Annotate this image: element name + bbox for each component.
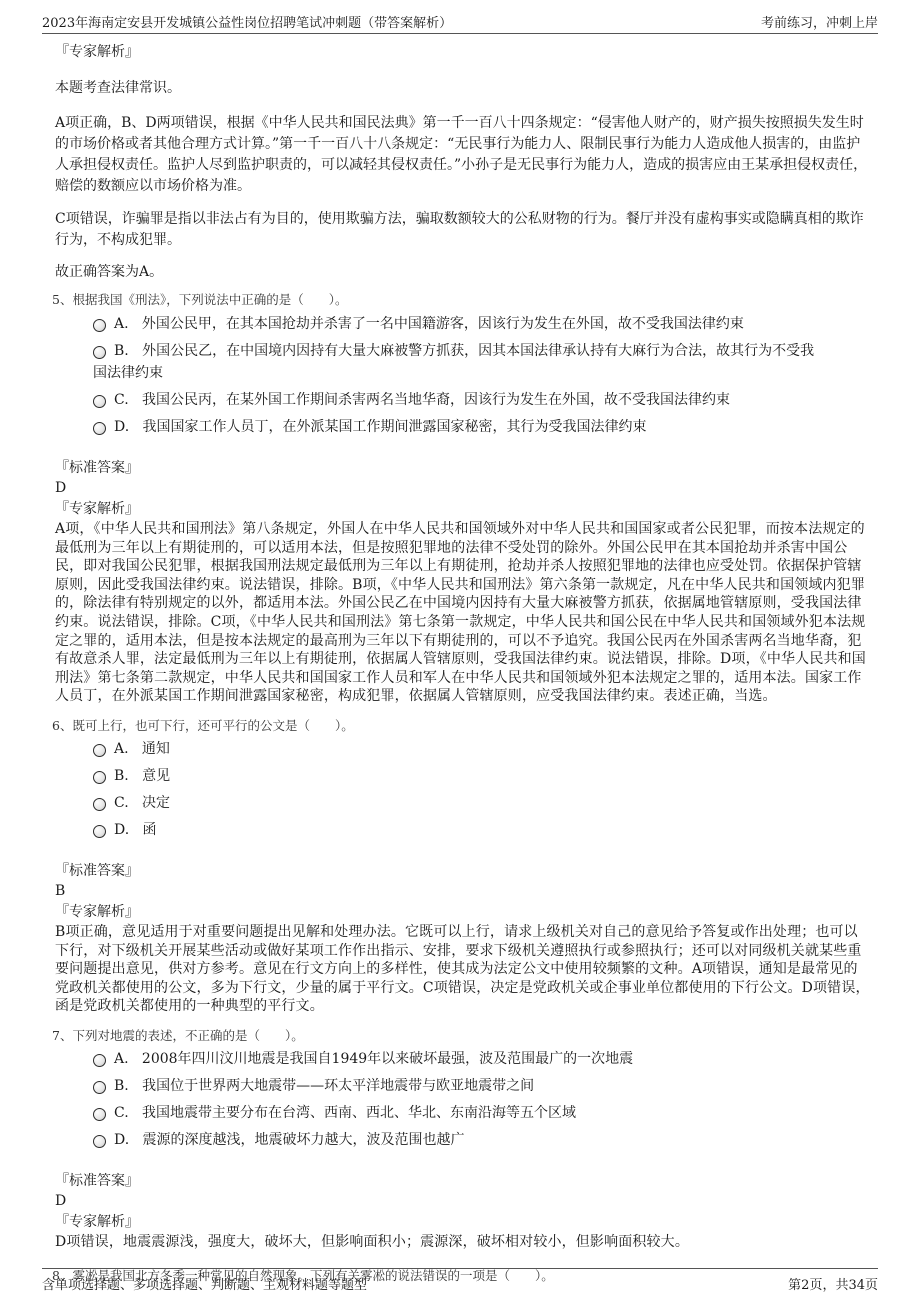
radio-icon[interactable] (93, 422, 106, 435)
q5-option-b[interactable] (55, 340, 870, 384)
q6-option-a[interactable] (55, 738, 870, 760)
question-6 (52, 716, 870, 1016)
option-key: A. (114, 316, 129, 332)
footer-question-types: 含单项选择题、多项选择题、判断题、主观材料题等题型 (42, 1278, 368, 1293)
question-6-stem: 6、既可上行，也可下行，还可平行的公文是（ ）。 (52, 717, 354, 733)
option-text: 意见 (142, 767, 171, 784)
option-key: C. (114, 392, 129, 408)
question-7-stem: 7、下列对地震的表述，不正确的是（ ）。 (52, 1027, 304, 1043)
option-text: 我国位于世界两大地震带——环太平洋地震带与欧亚地震带之间 (142, 1077, 535, 1094)
q4-analysis-p3: C项错误，诈骗罪是指以非法占有为目的，使用欺骗方法，骗取数额较大的公私财物的行为。餐厅并没有虚构事实或隐瞒真相的欺诈行为，不构成犯罪。 (55, 211, 864, 248)
q6-analysis: B项正确，意见适用于对重要问题提出见解和处理办法。它既可以上行，请求上级机关对自己的意见给予答复或作出处理；也可以下行，对下级机关开展某些活动或做好某项工作作出指示、安排，要求下级机关遵照执行或参照执行；还可以对同级机关就某些重要问题提出意见，供对方参考。意见在行文方向上的多样性，使其成为法定公文中使用较频繁的文种。A项错误，通知是最常见的党政机关都使用的公文，多为下行文，少量的属于平行文。C项错误，决定是党政机关或企事业单位都使用的下行公文。D项错误，函是党政机关都使用的一种典型的平行文。 (55, 923, 870, 1015)
radio-icon[interactable] (93, 825, 106, 838)
q7-answer: D (55, 1192, 67, 1209)
radio-icon[interactable] (93, 771, 106, 784)
q6-analysis-label: 『专家解析』 (55, 903, 139, 920)
option-key: A. (114, 1050, 129, 1067)
q7-option-b[interactable] (55, 1075, 870, 1097)
option-text: 函 (142, 821, 157, 838)
radio-icon[interactable] (93, 1108, 106, 1121)
footer-page-number: 第2页，共34页 (788, 1278, 878, 1293)
q6-answer-label: 『标准答案』 (55, 862, 139, 879)
q7-option-d[interactable] (55, 1129, 870, 1151)
header-doc-title: 2023年海南定安县开发城镇公益性岗位招聘笔试冲刺题（带答案解析） (42, 16, 453, 31)
page-content (52, 40, 870, 1286)
radio-icon[interactable] (93, 346, 106, 359)
q5-answer: D (55, 480, 67, 496)
q6-option-d[interactable] (55, 819, 870, 841)
radio-icon[interactable] (93, 798, 106, 811)
q7-analysis: D项错误，地震震源浅，强度大，破坏大，但影响面积小；震源深，破坏相对较小，但影响面积较大。 (55, 1233, 689, 1250)
q4-analysis-label: 『专家解析』 (55, 44, 139, 60)
option-text: 我国国家工作人员丁，在外派某国工作期间泄露国家秘密，其行为受我国法律约束 (142, 419, 647, 435)
option-key: C. (114, 794, 129, 811)
q4-analysis (55, 42, 870, 283)
radio-icon[interactable] (93, 1054, 106, 1067)
header-slogan: 考前练习，冲刺上岸 (760, 16, 878, 31)
radio-icon[interactable] (93, 1135, 106, 1148)
q4-analysis-p1: 本题考查法律常识。 (55, 80, 181, 96)
q6-answer: B (55, 882, 66, 899)
option-key: B. (114, 1077, 129, 1094)
q6-option-b[interactable] (55, 765, 870, 787)
option-key: D. (114, 1131, 130, 1148)
option-key: D. (114, 821, 130, 838)
radio-icon[interactable] (93, 395, 106, 408)
question-5 (52, 290, 870, 706)
q7-answer-label: 『标准答案』 (55, 1172, 139, 1189)
radio-icon[interactable] (93, 319, 106, 332)
option-key: C. (114, 1104, 129, 1121)
q5-answer-label: 『标准答案』 (55, 460, 139, 476)
option-key: A. (114, 740, 129, 757)
question-8-stem: 8、雾凇是我国北方冬季一种常见的自然现象。下列有关雾凇的说法错误的一项是（ ）。 (52, 1267, 554, 1283)
option-text: 外国公民乙，在中国境内因持有大量大麻被警方抓获，因其本国法律承认持有大麻行为合法，故其行为不受我 (142, 343, 815, 359)
option-key: B. (114, 343, 129, 359)
option-text-continued: 国法律约束 (93, 365, 163, 381)
question-7 (52, 1026, 870, 1252)
option-key: B. (114, 767, 129, 784)
page-header (42, 8, 878, 34)
q5-analysis: A项，《中华人民共和国刑法》第八条规定，外国人在中华人民共和国领域外对中华人民共和国国家或者公民犯罪，而按本法规定的最低刑为三年以上有期徒刑的，可以适用本法，但是按照犯罪地的法律不受处罚的除外。外国公民甲在其本国抢劫并杀害中国公民，即对我国公民犯罪，根据我国刑法规定最低刑为三年以上有期徒刑，抢劫并杀人按照犯罪地的法律也应受处罚。依据保护管辖原则，因此受我国法律约束。说法错误，排除。B项，《中华人民共和国刑法》第六条第一款规定，凡在中华人民共和国领域内犯罪的，除法律有特别规定的以外，都适用本法。外国公民乙在中国境内因持有大量大麻被警方抓获，依据属地管辖原则，受我国法律约束。说法错误，排除。C项，《中华人民共和国刑法》第七条第一款规定，中华人民共和国公民在中华人民共和国领域外犯本法规定之罪的，适用本法，但是按本法规定的最高刑为三年以下有期徒刑的，可以不予追究。我国公民丙在外国杀害两名当地华裔，犯有故意杀人罪，法定最低刑为三年以上有期徒刑，依据属人管辖原则，受我国法律约束。说法错误，排除。D项，《中华人民共和国刑法》第七条第二款规定，中华人民共和国国家工作人员和军人在中华人民共和国领域外犯本法规定之罪的，适用本法。国家工作人员丁，在外派某国工作期间泄露国家秘密，构成犯罪，依据属人管辖原则，应受我国法律约束。表述正确，当选。 (55, 521, 866, 705)
q5-option-c[interactable] (55, 389, 870, 411)
q4-analysis-p4: 故正确答案为A。 (55, 264, 164, 280)
option-key: D. (114, 419, 130, 435)
option-text: 我国公民丙，在某外国工作期间杀害两名当地华裔，因该行为发生在外国，故不受我国法律约束 (142, 392, 731, 408)
q5-option-a[interactable] (55, 313, 870, 335)
option-text: 震源的深度越浅，地震破坏力越大，波及范围也越广 (142, 1131, 465, 1148)
option-text: 通知 (141, 740, 170, 757)
option-text: 我国地震带主要分布在台湾、西南、西北、华北、东南沿海等五个区域 (142, 1104, 577, 1121)
q5-option-d[interactable] (55, 416, 870, 438)
q7-option-c[interactable] (55, 1102, 870, 1124)
option-text: 决定 (142, 794, 171, 811)
page-footer (42, 1268, 878, 1298)
q5-analysis-label: 『专家解析』 (55, 501, 139, 517)
q7-analysis-label: 『专家解析』 (55, 1213, 139, 1230)
option-text: 外国公民甲，在其本国抢劫并杀害了一名中国籍游客，因该行为发生在外国，故不受我国法律约束 (141, 316, 744, 332)
q7-option-a[interactable] (55, 1048, 870, 1070)
question-5-stem: 5、根据我国《刑法》，下列说法中正确的是（ ）。 (52, 292, 348, 307)
radio-icon[interactable] (93, 744, 106, 757)
option-text: 2008年四川汶川地震是我国自1949年以来破坏最强，波及范围最广的一次地震 (141, 1050, 634, 1067)
q4-analysis-p2: A项正确，B、D两项错误，根据《中华人民共和国民法典》第一千一百八十四条规定：“侵害他人财产的，财产损失按照损失发生时的市场价格或者其他合理方式计算。”第一千一百八十八条规定：“无民事行为能力人、限制民事行为能力人造成他人损害的，由监护人承担侵权责任。监护人尽到监护职责的，可以减轻其侵权责任。”小孙子是无民事行为能力人，造成的损害应由王某承担侵权责任，赔偿的数额应以市场价格为准。 (55, 115, 868, 194)
q6-option-c[interactable] (55, 792, 870, 814)
radio-icon[interactable] (93, 1081, 106, 1094)
